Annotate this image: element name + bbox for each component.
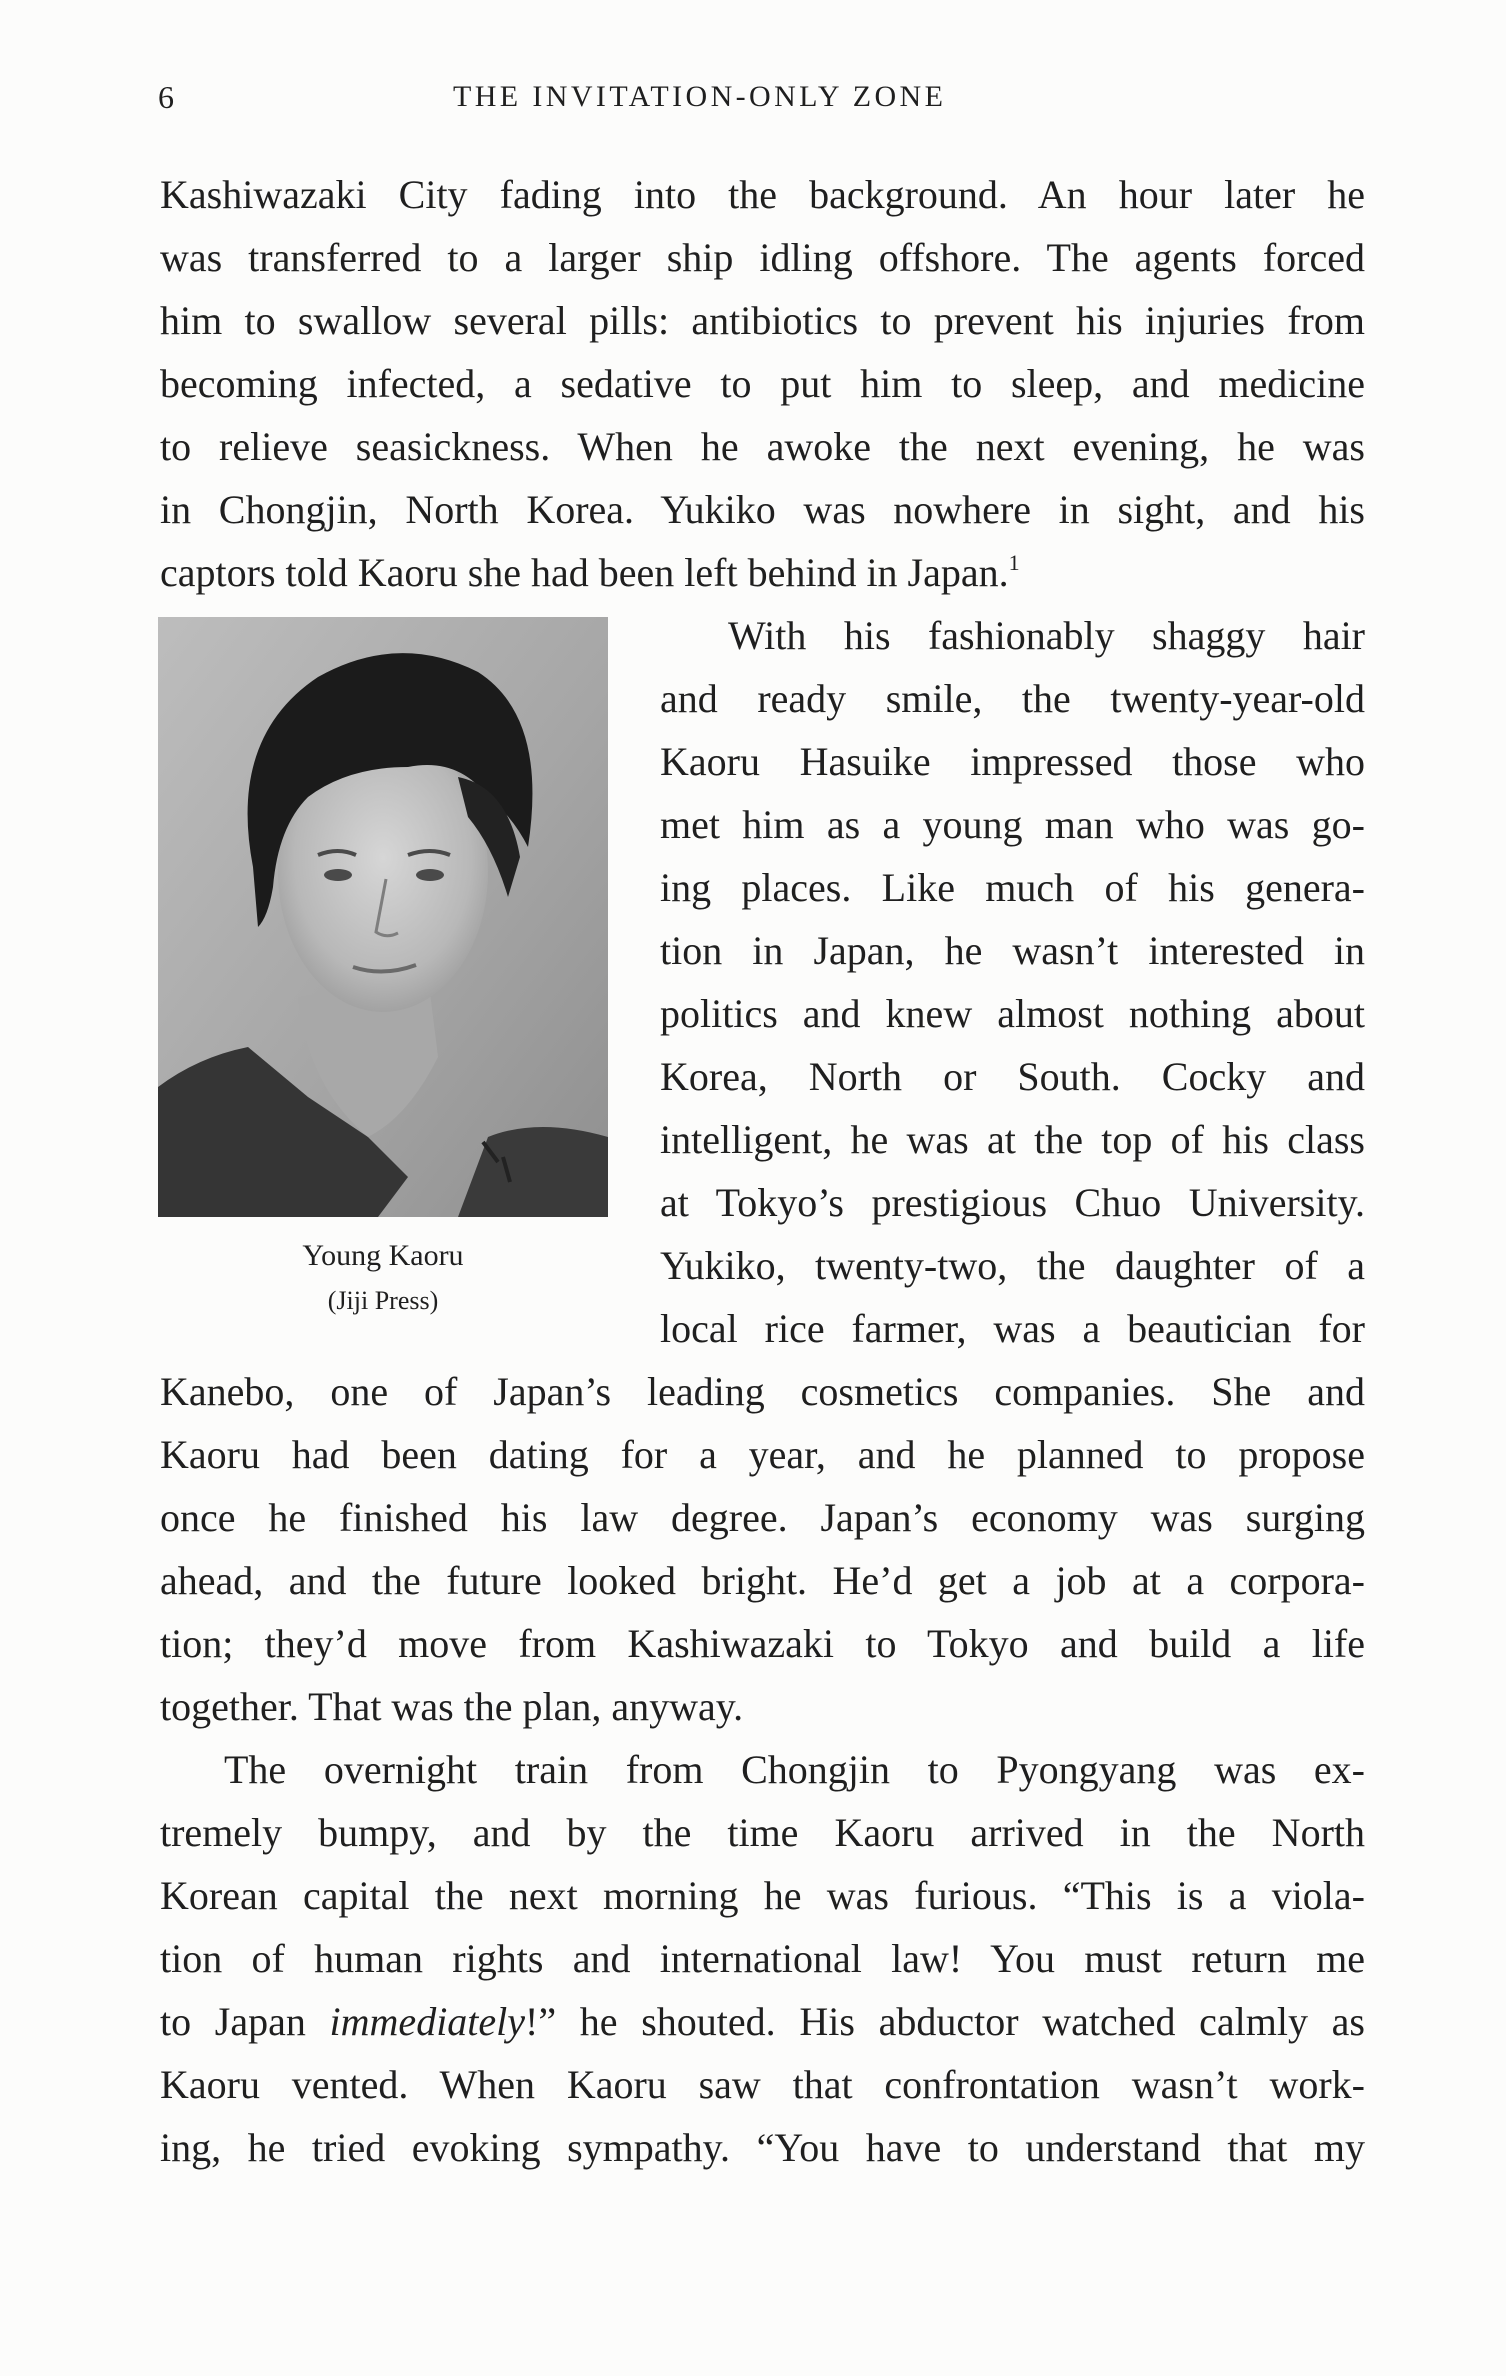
text-line: Yukiko, twenty-two, the daughter of a [660, 1243, 1365, 1288]
text-line: politics and knew almost nothing about [660, 991, 1365, 1036]
running-head [0, 72, 1506, 122]
text-line: local rice farmer, was a beautician for [660, 1306, 1365, 1351]
text-line: intelligent, he was at the top of his class [660, 1117, 1365, 1162]
text-line: in Chongjin, North Korea. Yukiko was nowhere in sight, and his [160, 487, 1365, 532]
text-line: ing, he tried evoking sympathy. “You have to understand that my [160, 2125, 1365, 2170]
emphasis-text: immediately [329, 1999, 526, 2044]
text-line: The overnight train from Chongjin to Pyongyang was ex- [224, 1747, 1365, 1792]
text-span: !” he shouted. His abductor watched calmly as [525, 1999, 1365, 2044]
running-title: THE INVITATION-ONLY ZONE [453, 80, 947, 113]
text-line: together. That was the plan, anyway. [160, 1684, 744, 1729]
text-line: and ready smile, the twenty-year-old [660, 676, 1365, 721]
footnote-ref: 1 [1008, 550, 1020, 575]
text-line: met him as a young man who was go- [660, 802, 1365, 847]
text-line: ing places. Like much of his genera- [660, 865, 1365, 910]
text-line: at Tokyo’s prestigious Chuo University. [660, 1180, 1365, 1225]
text-line: Kanebo, one of Japan’s leading cosmetics companies. She and [160, 1369, 1365, 1414]
page-number: 6 [158, 79, 174, 115]
text-line: tremely bumpy, and by the time Kaoru arrived in the North [160, 1810, 1365, 1855]
text-line: With his fashionably shaggy hair [728, 613, 1365, 658]
text-span: to Japan [160, 1999, 330, 2044]
text-line: tion in Japan, he wasn’t interested in [660, 928, 1365, 973]
text-line [160, 1991, 1365, 2053]
text-line: becoming infected, a sedative to put him to sleep, and medicine [160, 361, 1365, 406]
text-line: Kaoru vented. When Kaoru saw that confrontation wasn’t work- [160, 2062, 1365, 2107]
text-line [160, 542, 1365, 604]
text-line: Kashiwazaki City fading into the background. An hour later he [160, 172, 1365, 217]
caption-credit: (Jiji Press) [327, 1286, 439, 1315]
text-line: tion; they’d move from Kashiwazaki to Tokyo and build a life [160, 1621, 1365, 1666]
text-line: him to swallow several pills: antibiotics to prevent his injuries from [160, 298, 1365, 343]
text-line: Korean capital the next morning he was furious. “This is a viola- [160, 1873, 1365, 1918]
text-span: captors told Kaoru she had been left behind in Japan. [160, 550, 1009, 595]
caption-name: Young Kaoru [302, 1239, 464, 1272]
text-line: once he finished his law degree. Japan’s economy was surging [160, 1495, 1365, 1540]
portrait-photo [158, 617, 608, 1217]
text-line: tion of human rights and international law! You must return me [160, 1936, 1365, 1981]
text-line: ahead, and the future looked bright. He’d get a job at a corpora- [160, 1558, 1365, 1603]
text-line: Korea, North or South. Cocky and [660, 1054, 1365, 1099]
text-line: Kaoru had been dating for a year, and he planned to propose [160, 1432, 1365, 1477]
portrait-image [158, 617, 608, 1217]
text-line: was transferred to a larger ship idling offshore. The agents forced [160, 235, 1365, 280]
text-line: Kaoru Hasuike impressed those who [660, 739, 1365, 784]
text-line: to relieve seasickness. When he awoke the next evening, he was [160, 424, 1365, 469]
